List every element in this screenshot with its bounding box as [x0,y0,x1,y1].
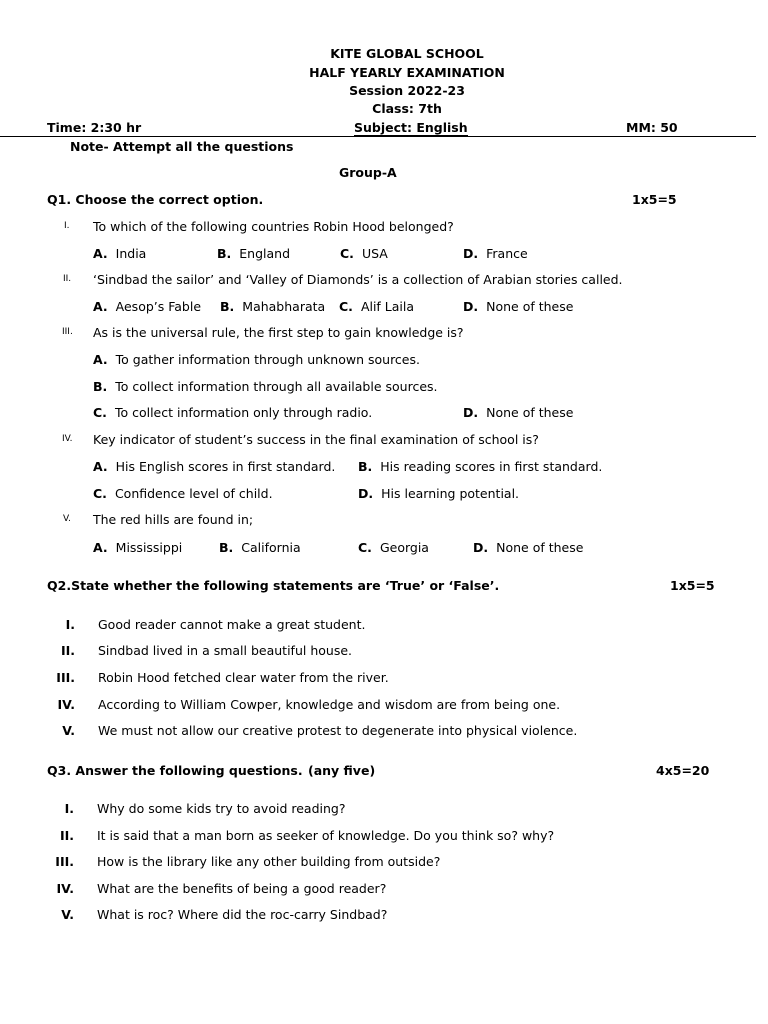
option: C. Georgia [358,540,429,555]
option: A. Mississippi [93,540,183,555]
option: B. Mahabharata [220,299,326,314]
q2-item-text: Good reader cannot make a great student. [98,617,366,632]
option: B. California [219,540,301,555]
q3-title: Q3. Answer the following questions. [47,763,303,778]
q3-item-number: III. [55,854,74,869]
q2-item-text: Sindbad lived in a small beautiful house. [98,643,352,658]
q2-item-number: I. [65,617,75,632]
q3-item-number: I. [64,801,74,816]
option: D. None of these [473,540,584,555]
q3-item-text: How is the library like any other building from outside? [97,854,441,869]
option: D. None of these [463,405,574,420]
option: C. To collect information only through radio. [93,405,373,420]
group-title: Group-A [339,165,397,180]
q1-item-number: I. [64,221,70,231]
q2-item-text: We must not allow our creative protest to degenerate into physical violence. [98,723,578,738]
max-marks: MM: 50 [626,120,678,135]
q3-item-number: IV. [56,881,74,896]
option: D. France [463,246,528,261]
exam-title: HALF YEARLY EXAMINATION [309,65,505,80]
q1-item-number: III. [62,327,73,337]
option: D. His learning potential. [358,486,520,501]
option: B. His reading scores in first standard. [358,459,603,474]
q3-marks: 4x5=20 [656,763,710,778]
option: C. Alif Laila [339,299,415,314]
q1-item-text: To which of the following countries Robin Hood belonged? [93,219,454,234]
q1-title: Q1. Choose the correct option. [47,192,264,207]
q2-item-number: III. [56,670,75,685]
q1-item-number: II. [63,274,72,284]
option: A. To gather information through unknown sources. [93,352,420,367]
q3-item-text: What is roc? Where did the roc-carry Sindbad? [97,907,388,922]
q1-item-text: As is the universal rule, the first step to gain knowledge is? [93,325,464,340]
q1-marks: 1x5=5 [632,192,677,207]
option: A. His English scores in first standard. [93,459,336,474]
option: C. Confidence level of child. [93,486,273,501]
header-divider [0,136,756,137]
option: B. To collect information through all available sources. [93,379,438,394]
q2-item-number: V. [62,723,75,738]
q2-title: Q2.State whether the following statements are ‘True’ or ‘False’. [47,578,500,593]
option: D. None of these [463,299,574,314]
q3-item-number: II. [59,828,74,843]
q2-item-number: II. [60,643,75,658]
q1-item-number: V. [63,514,71,524]
school-name: KITE GLOBAL SCHOOL [330,46,484,61]
q2-item-text: According to William Cowper, knowledge and wisdom are from being one. [98,697,561,712]
option: A. Aesop’s Fable [93,299,202,314]
q3-item-number: V. [61,907,74,922]
option: B. England [217,246,291,261]
session: Session 2022-23 [349,83,465,98]
subject-label: Subject: English [354,120,468,135]
q1-item-text: The red hills are found in; [93,512,254,527]
option: C. USA [340,246,388,261]
q1-item-text: Key indicator of student’s success in the final examination of school is? [93,432,539,447]
q1-item-number: IV. [62,434,73,444]
q2-item-text: Robin Hood fetched clear water from the river. [98,670,389,685]
time-label: Time: 2:30 hr [47,120,142,135]
q2-item-number: IV. [57,697,75,712]
q1-item-text: ‘Sindbad the sailor’ and ‘Valley of Diamonds’ is a collection of Arabian stories called. [93,272,623,287]
q3-item-text: It is said that a man born as seeker of knowledge. Do you think so? why? [97,828,555,843]
option: A. India [93,246,147,261]
instruction-note: Note- Attempt all the questions [70,139,294,154]
q3-item-text: What are the benefits of being a good reader? [97,881,387,896]
q3-item-text: Why do some kids try to avoid reading? [97,801,346,816]
q2-marks: 1x5=5 [670,578,715,593]
class-label: Class: 7th [372,101,442,116]
q3-choice-note: (any five) [308,763,376,778]
